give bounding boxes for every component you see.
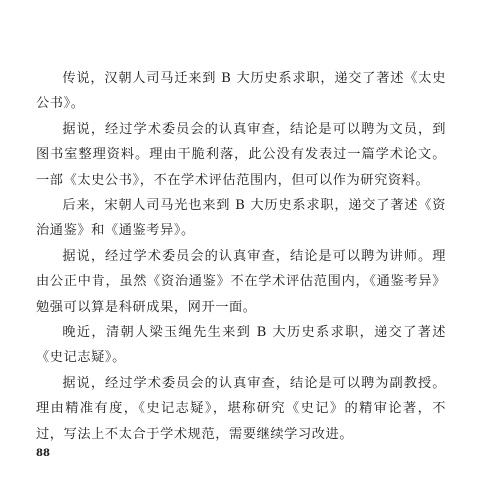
paragraph-4: 据说，经过学术委员会的认真审查，结论是可以聘为讲师。理由公正中肯，虽然《资治通鉴》不在学术评估范围内，《通鉴考异》勉强可以算是科研成果，网开一面。: [36, 248, 446, 315]
paragraph-1: 传说，汉朝人司马迁来到 B 大历史系求职，递交了著述《太史公书》。: [36, 71, 446, 112]
body-text: [36, 66, 446, 447]
paragraph-5: 晚近，清朝人梁玉绳先生来到 B 大历史系求职，递交了著述《史记志疑》。: [36, 325, 446, 366]
paragraph-3: 后来，宋朝人司马光也来到 B 大历史系求职，递交了著述《资治通鉴》和《通鉴考异》。: [36, 198, 446, 239]
page-number: 88: [36, 448, 50, 459]
paragraph-2: 据说，经过学术委员会的认真审查，结论是可以聘为文员，到图书室整理资料。理由干脆利落，此公没有发表过一篇学术论文。一部《太史公书》，不在学术评估范围内，但可以作为研究资料。: [36, 121, 446, 188]
paragraph-6: 据说，经过学术委员会的认真审查，结论是可以聘为副教授。理由精准有度，《史记志疑》，堪称研究《史记》的精审论著，不过，写法上不太合于学术规范，需要继续学习改进。: [36, 375, 446, 442]
